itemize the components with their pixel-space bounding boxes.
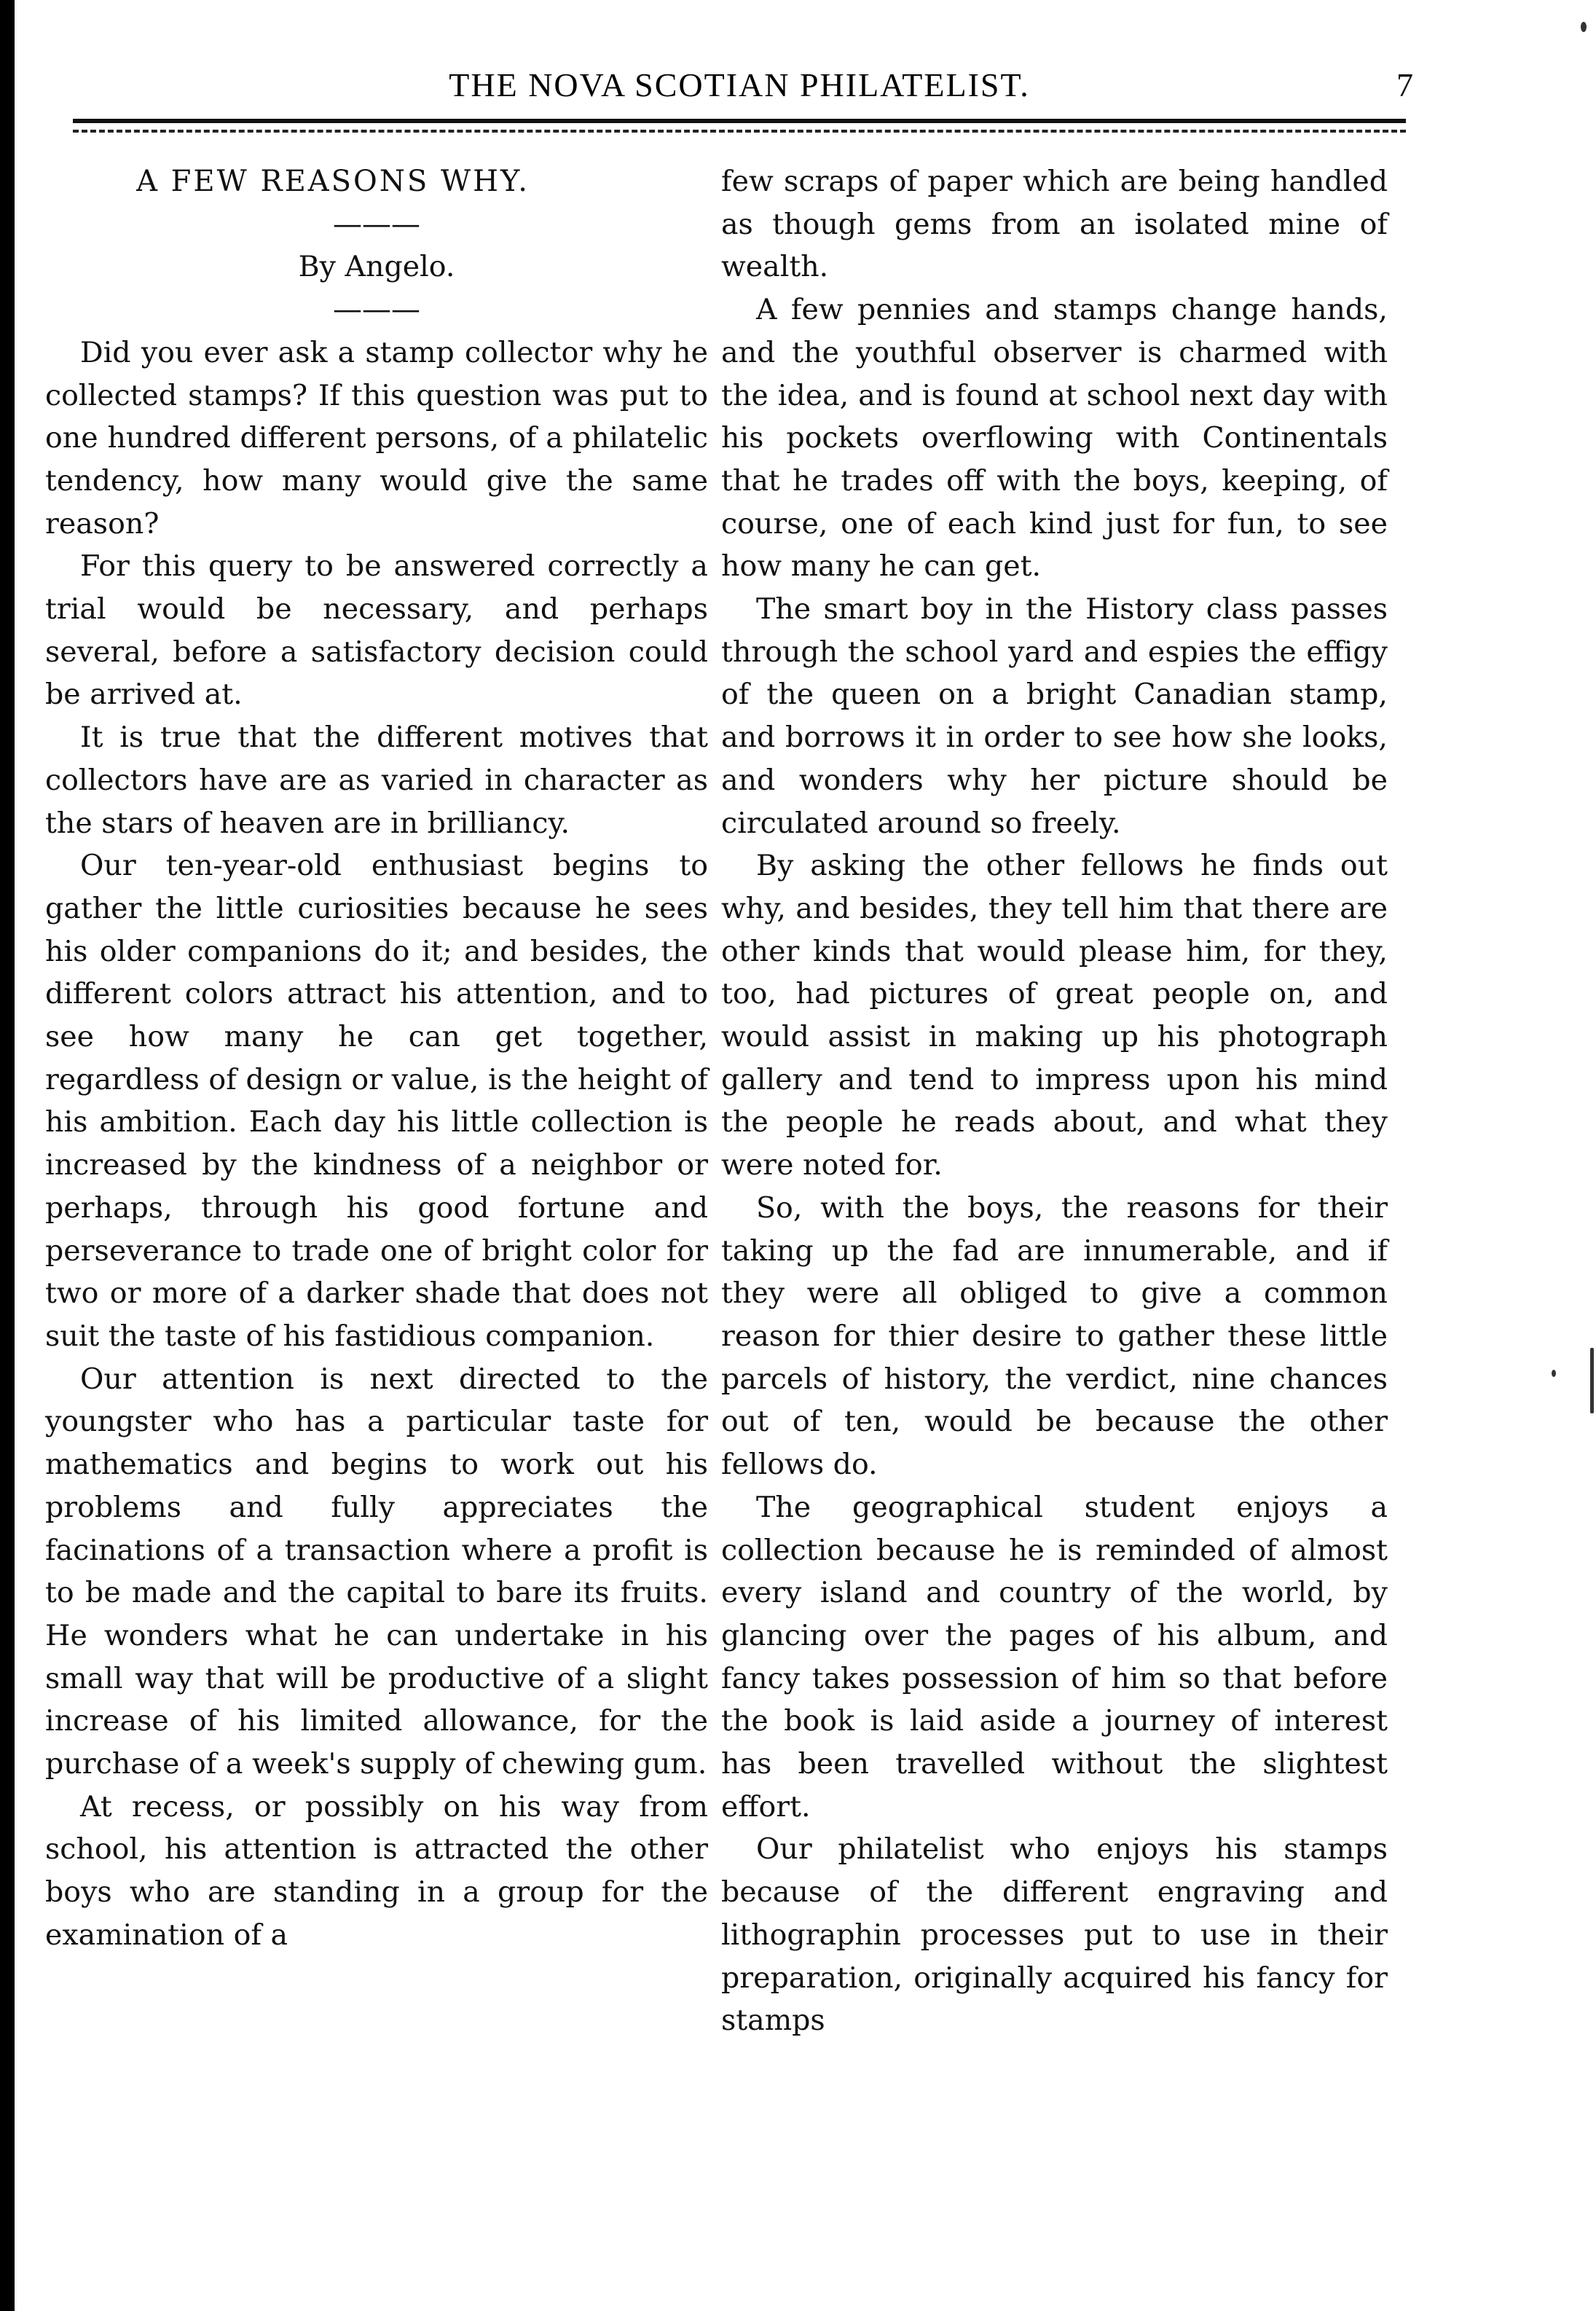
header-rule-dashed (73, 130, 1406, 133)
scan-speck (1552, 1370, 1556, 1377)
paragraph: At recess, or possibly on his way from school, his attention is attracted the other boys who are standing in a group for the examination of a (45, 1789, 708, 1952)
scan-speck (1590, 1348, 1594, 1413)
paragraph-continued: few scraps of paper which are being handled as though gems from an isolated mine of wealth. (721, 165, 1388, 284)
title-separator: ——— (333, 207, 420, 241)
paragraph: Our attention is next directed to the youngster who has a particular taste for mathematics and begins to work out his problems and fully appreciates the facinations of a transaction where a profit is to be made and the capital to bare its fruits. He wonders what he can undertake in his small way that will be productive of a slight increase of his limited allowance, for the purchase of a week's supply of chewing gum. (45, 1362, 708, 1781)
scan-left-edge (0, 0, 15, 2311)
header-rule (73, 119, 1406, 123)
page-number: 7 (1396, 66, 1413, 103)
paragraph: Our ten-year-old enthusiast begins to gather the little curiosities because he sees his older companions do it; and besides, the different colors attract his attention, and to see how many he can get together, regardless of design or value, is the height of his ambition. Each day his little collection is increased by the kindness of a neighbor or perhaps, through his good fortune and perseverance to trade one of bright color for two or more of a darker shade that does not suit the taste of his fastidious companion. (45, 849, 708, 1353)
paragraph: For this query to be answered correctly a trial would be necessary, and perhaps several, before a satisfactory decision could be arrived at. (45, 549, 708, 712)
paragraph: The geographical student enjoys a collection because he is reminded of almost every island and country of the world, by glancing over the pages of his album, and fancy takes possession of him so that before the book is laid aside a journey of interest has been travelled without the slightest effort. (721, 1490, 1388, 1824)
article-title: A FEW REASONS WHY. (136, 165, 530, 198)
paragraph: Did you ever ask a stamp collector why he collected stamps? If this question was put to one hundred different persons, of a philatelic tendency, how many would give the same reason? (45, 335, 708, 541)
byline-separator: ——— (333, 293, 420, 327)
paragraph: It is true that the different motives that collectors have are as varied in character as the stars of heaven are in brilliancy. (45, 721, 708, 840)
scan-speck (1581, 22, 1587, 32)
paragraph: So, with the boys, the reasons for their taking up the fad are innumerable, and if they were all obliged to give a common reason for thier desire to gather these little parcels of history, the verdict, nine chances out of ten, would be because the other fellows do. (721, 1190, 1388, 1482)
paragraph: A few pennies and stamps change hands, and the youthful observer is charmed with the idea, and is found at school next day with his pockets overflowing with Continentals that he trades off with the boys, keeping, of course, one of each kind just for fun, to see how many he can get. (721, 293, 1388, 584)
article-byline: By Angelo. (298, 250, 455, 284)
right-column (721, 160, 1388, 2042)
paragraph: Our philatelist who enjoys his stamps because of the different engraving and lithographin processes put to use in their preparation, originally acquired his fancy for stamps (721, 1832, 1388, 2038)
page-header (73, 66, 1413, 117)
left-column (45, 160, 708, 1957)
paragraph: The smart boy in the History class passes through the school yard and espies the effigy of the queen on a bright Canadian stamp, and borrows it in order to see how she looks, and wonders why her picture should be circulated around so freely. (721, 592, 1388, 840)
running-title: THE NOVA SCOTIAN PHILATELIST. (449, 66, 1030, 103)
paragraph: By asking the other fellows he finds out why, and besides, they tell him that there are other kinds that would please him, for they, too, had pictures of great people on, and would assist in making up his photograph gallery and tend to impress upon his mind the people he reads about, and what they were noted for. (721, 849, 1388, 1182)
